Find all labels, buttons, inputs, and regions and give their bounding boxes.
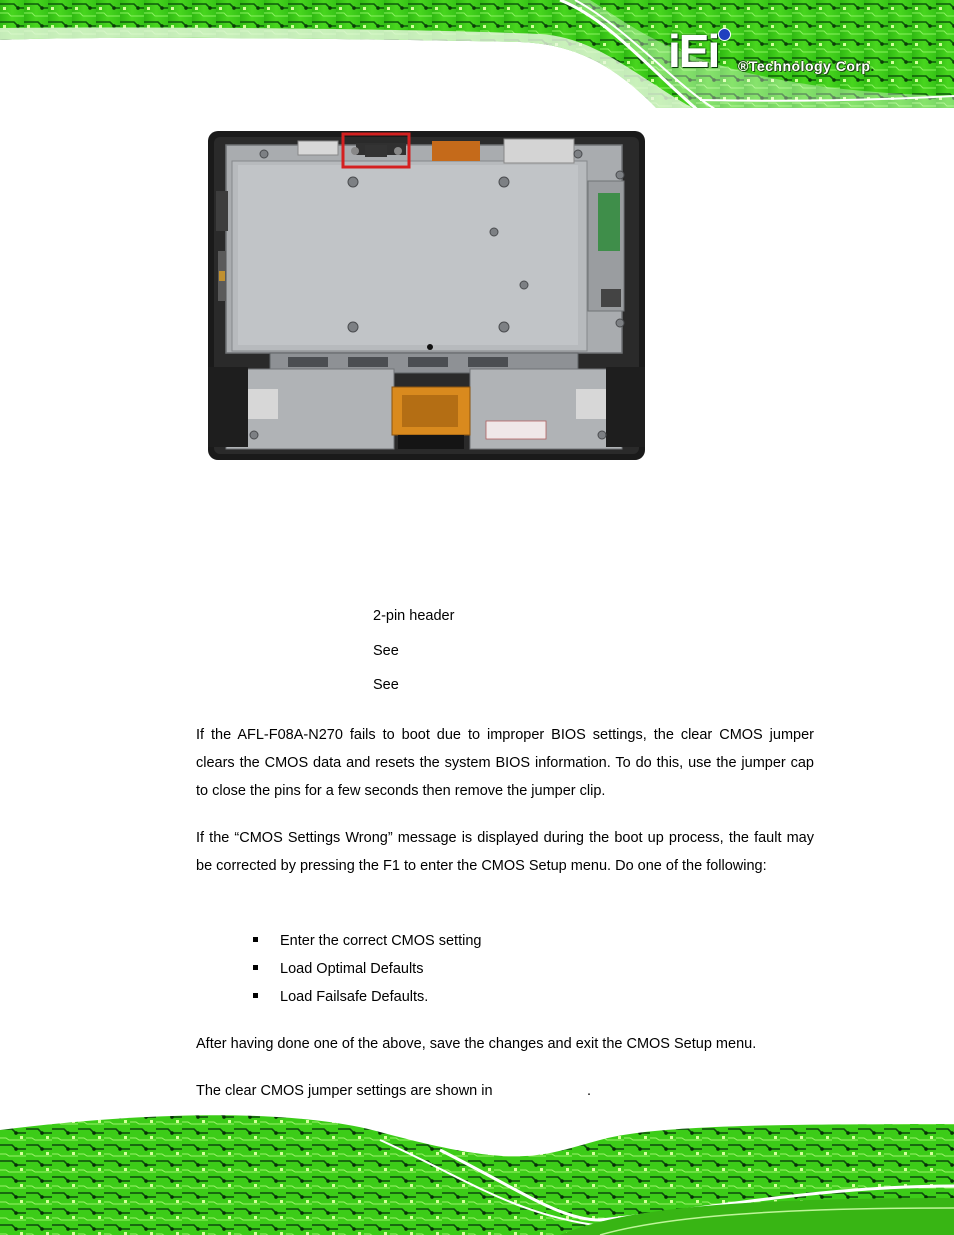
page-header-banner (0, 0, 954, 112)
product-rear-photo (208, 131, 645, 460)
paragraph-jumper-settings-lead: The clear CMOS jumper settings are shown in (196, 1083, 493, 1099)
bullet-square-icon (253, 937, 258, 942)
list-item-text: Load Failsafe Defaults. (280, 989, 429, 1005)
page-footer-banner (0, 1110, 954, 1235)
logo-wordmark: iEi (668, 25, 719, 77)
paragraph-cmos-settings-wrong: If the “CMOS Settings Wrong” message is displayed during the boot up process, the fault may be corrected by pressing the F1 to enter the CMOS Setup menu. Do one of the following: (196, 830, 814, 874)
company-logo (668, 25, 938, 80)
list-item-text: Enter the correct CMOS setting (280, 933, 482, 949)
logo-tagline (738, 58, 875, 74)
paragraph-jumper-settings-period: . (587, 1083, 592, 1099)
bullet-square-icon (253, 965, 258, 970)
logo-dot-icon (718, 28, 731, 41)
spec-table-type-value: 2-pin header (373, 608, 455, 624)
paragraph-clear-cmos-purpose: If the AFL-F08A-N270 fails to boot due to improper BIOS settings, the clear CMOS jumper clears the CMOS data and resets the system BIOS information. To do this, use the jumper cap to close the pins for a few seconds then remove the jumper clip. (196, 727, 814, 799)
paragraph-save-changes: After having done one of the above, save the changes and exit the CMOS Setup menu. (196, 1036, 757, 1052)
circuit-board-footer-graphic (0, 1110, 954, 1235)
spec-table-location-value: See (373, 677, 399, 693)
list-item-text: Load Optimal Defaults (280, 961, 424, 977)
spec-table-settings-value: See (373, 643, 399, 659)
logo-tagline-period: . (870, 58, 875, 74)
logo-tagline-text: ®Technology Corp (738, 58, 871, 74)
bullet-square-icon (253, 993, 258, 998)
